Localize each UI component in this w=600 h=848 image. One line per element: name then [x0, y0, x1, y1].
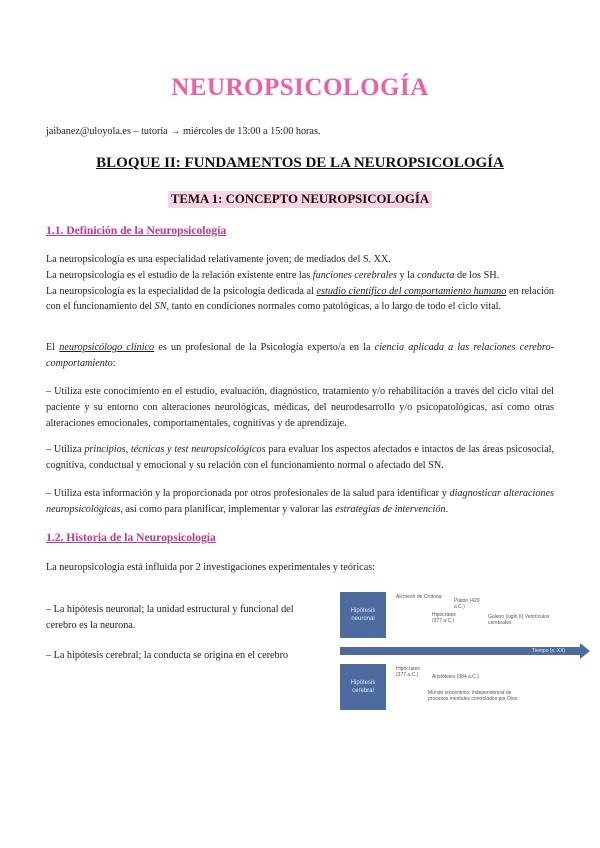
topic-heading-wrap [0, 190, 600, 208]
bullet-paragraph: – Utiliza este conocimiento en el estudio, evaluación, diagnóstico, tratamiento y/o rehabilitación a través del ciclo vital del paciente y su entorno con alteraciones neurológicas, médicas, del neurodesarrollo y/o psicopatológicas, así como otras alteraciones emocionales, comportamentales, cognitivas y de aprendizaje. [46, 386, 554, 429]
timeline-arrow-head [580, 643, 590, 659]
timeline-note: Platón (429 a.C.) [454, 598, 480, 610]
hypothesis-neuronal-bullet: – La hipótesis neuronal; la unidad estructural y funcional del cerebro es la neurona. [46, 604, 294, 631]
neuronal-hypothesis-box: Hipótesis neuronal [340, 592, 386, 638]
definition-paragraphs [46, 252, 554, 315]
clinical-neuropsychologist-paragraph [46, 340, 554, 372]
bullet-paragraph: – Utiliza principios, técnicas y test neuropsicológicos para evaluar los aspectos afectados e intactos de las áreas psicosocial, cognitiva, conductual y emocional y su relación con el funcionamiento normal o afectado del SN. [46, 444, 554, 471]
section-heading-definition: 1.1. Definición de la Neuropsicología [46, 224, 227, 237]
timeline-label: Tiempo (s. XX) [532, 648, 566, 654]
timeline-note: Aristóteles (384 a.C.) [432, 674, 479, 680]
paragraph: La neuropsicología es el estudio de la relación existente entre las funciones cerebrales y la conducta de los SH. [46, 269, 500, 281]
paragraph: La neuropsicología es la especialidad de la psicología dedicada al estudio científico del comportamiento humano en relación con el funcionamiento del SN, tanto en condiciones normales como patológicas, a lo largo de todo el ciclo vital. [46, 285, 555, 313]
section-heading-history: 1.2. Historia de la Neuropsicología [46, 531, 216, 544]
cerebral-hypothesis-box: Hipótesis cerebral [340, 664, 386, 710]
topic-heading: TEMA 1: CONCEPTO NEUROPSICOLOGÍA [168, 191, 432, 208]
timeline-note: Hipócrates (377 a.C.) [432, 612, 456, 624]
paragraph: El neuropsicólogo clínico es un profesional de la Psicología experto/a en la ciencia aplicada a las relaciones cerebro-comportamiento: [46, 342, 554, 369]
timeline-note: Hipócrates (377 a.C.) [396, 666, 420, 678]
contact-line: jaibanez@uloyola.es – tutoría → miércoles de 13:00 a 15:00 horas. [46, 126, 321, 137]
history-intro: La neuropsicología está influida por 2 investigaciones experimentales y teóricas: [46, 562, 376, 573]
block-heading: BLOQUE II: FUNDAMENTOS DE LA NEUROPSICOLOGÍA [96, 155, 504, 171]
paragraph: La neuropsicología es una especialidad relativamente joven; de mediados del S. XX. [46, 254, 391, 265]
page-title: NEUROPSICOLOGÍA [171, 74, 429, 101]
timeline-note: Galeno (siglo II) Ventrículos cerebrales [488, 614, 550, 626]
history-timeline-diagram [336, 586, 594, 726]
bullet-paragraph: – Utiliza esta información y la proporcionada por otros profesionales de la salud para identificar y diagnosticar alteraciones neuropsicológicas, así como para planificar, implementar y valorar las estrategias de intervención. [46, 488, 554, 515]
timeline-note: Mundo teocéntrico: independencia de procesos mentales controlados por Dios [428, 690, 518, 702]
timeline-note: Alcmeón de Crotona [396, 594, 442, 600]
hypothesis-cerebral-bullet: – La hipótesis cerebral; la conducta se origina en el cerebro [46, 650, 289, 661]
